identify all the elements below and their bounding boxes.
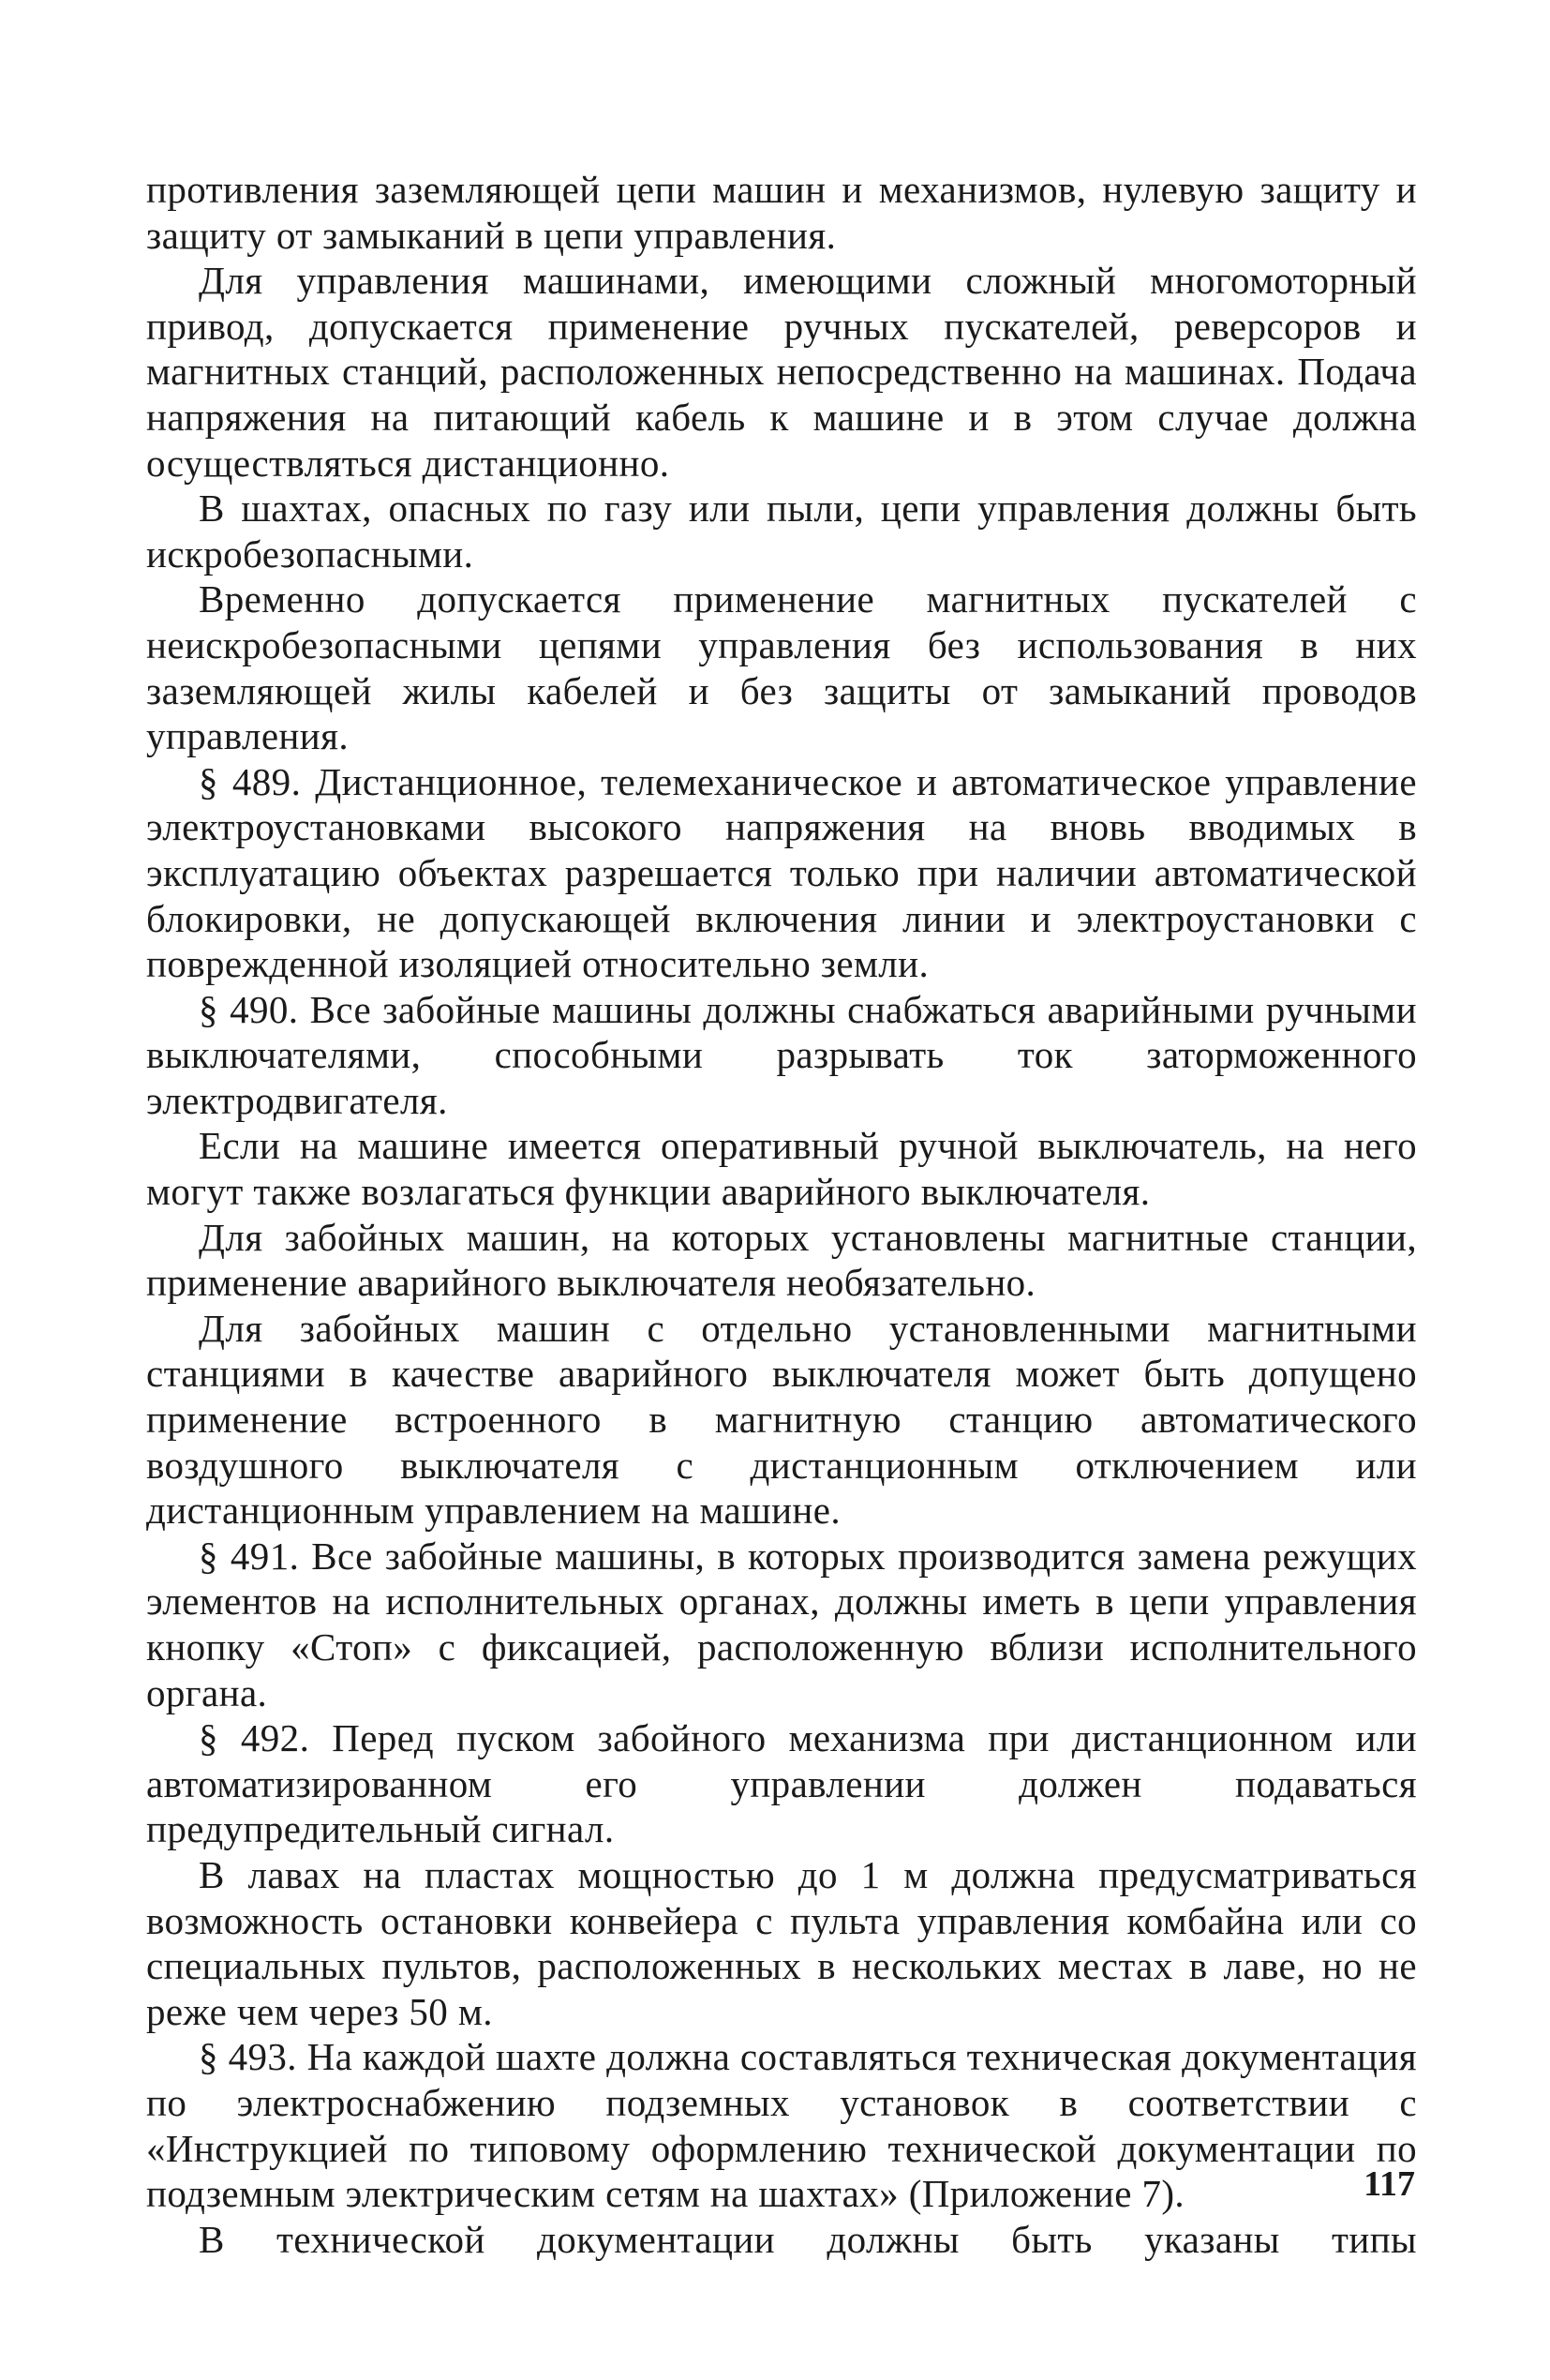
section-491: § 491. Все забойные машины, в которых производится замена режущих элементов на исполнительных органах, должны иметь в цепи управления кнопку «Стоп» с фиксацией, расположенную вблизи исполнительного органа. bbox=[146, 1534, 1417, 1714]
document-page bbox=[146, 167, 1417, 2262]
paragraph: Для забойных машин, на которых установлены магнитные станции, применение аварийного выключателя необязательно. bbox=[146, 1215, 1417, 1305]
section-493: § 493. На каждой шахте должна составляться техническая документация по электроснабжению подземных установок в соответствии с «Инструкцией по типовому оформлению технической документации по подземным электрическим сетям на шахтах» (Приложение 7). bbox=[146, 2035, 1417, 2216]
section-489: § 489. Дистанционное, телемеханическое и автоматическое управление электроустановками высокого напряжения на вновь вводимых в эксплуатацию объектах разрешается только при наличии автоматической блокировки, не допускающей включения линии и электроустановки с поврежденной изоляцией относительно земли. bbox=[146, 759, 1417, 986]
paragraph: В лавах на пластах мощностью до 1 м должна предусматриваться возможность остановки конвейера с пульта управления комбайна или со специальных пультов, расположенных в нескольких местах в лаве, но не реже чем через 50 м. bbox=[146, 1852, 1417, 2033]
section-490: § 490. Все забойные машины должны снабжаться аварийными ручными выключателями, способными разрывать ток заторможенного электродвигателя. bbox=[146, 987, 1417, 1122]
paragraph-continuation: противления заземляющей цепи машин и механизмов, нулевую защиту и защиту от замыканий в цепи управления. bbox=[146, 168, 1417, 257]
paragraph: Временно допускается применение магнитных пускателей с неискробезопасными цепями управления без использования в них заземляющей жилы кабелей и без защиты от замыканий проводов управления. bbox=[146, 577, 1417, 758]
page-number: 117 bbox=[1364, 2164, 1415, 2204]
paragraph: Если на машине имеется оперативный ручной выключатель, на него могут также возлагаться функции аварийного выключателя. bbox=[146, 1124, 1417, 1214]
section-492: § 492. Перед пуском забойного механизма при дистанционном или автоматизированном его управлении должен подаваться предупредительный сигнал. bbox=[146, 1716, 1417, 1851]
paragraph: В шахтах, опасных по газу или пыли, цепи управления должны быть искробезопасными. bbox=[146, 486, 1417, 576]
paragraph-last: В технической документации должны быть указаны типы bbox=[199, 2217, 1417, 2261]
paragraph: Для управления машинами, имеющими сложный многомоторный привод, допускается применение ручных пускателей, реверсоров и магнитных станций, расположенных непосредственно на машинах. Подача напряжения на питающий кабель к машине и в этом случае должна осуществляться дистанционно. bbox=[146, 259, 1417, 485]
paragraph: Для забойных машин с отдельно установленными магнитными станциями в качестве аварийного выключателя может быть допущено применение встроенного в магнитную станцию автоматического воздушного выключателя с дистанционным отключением или дистанционным управлением на машине. bbox=[146, 1306, 1417, 1533]
